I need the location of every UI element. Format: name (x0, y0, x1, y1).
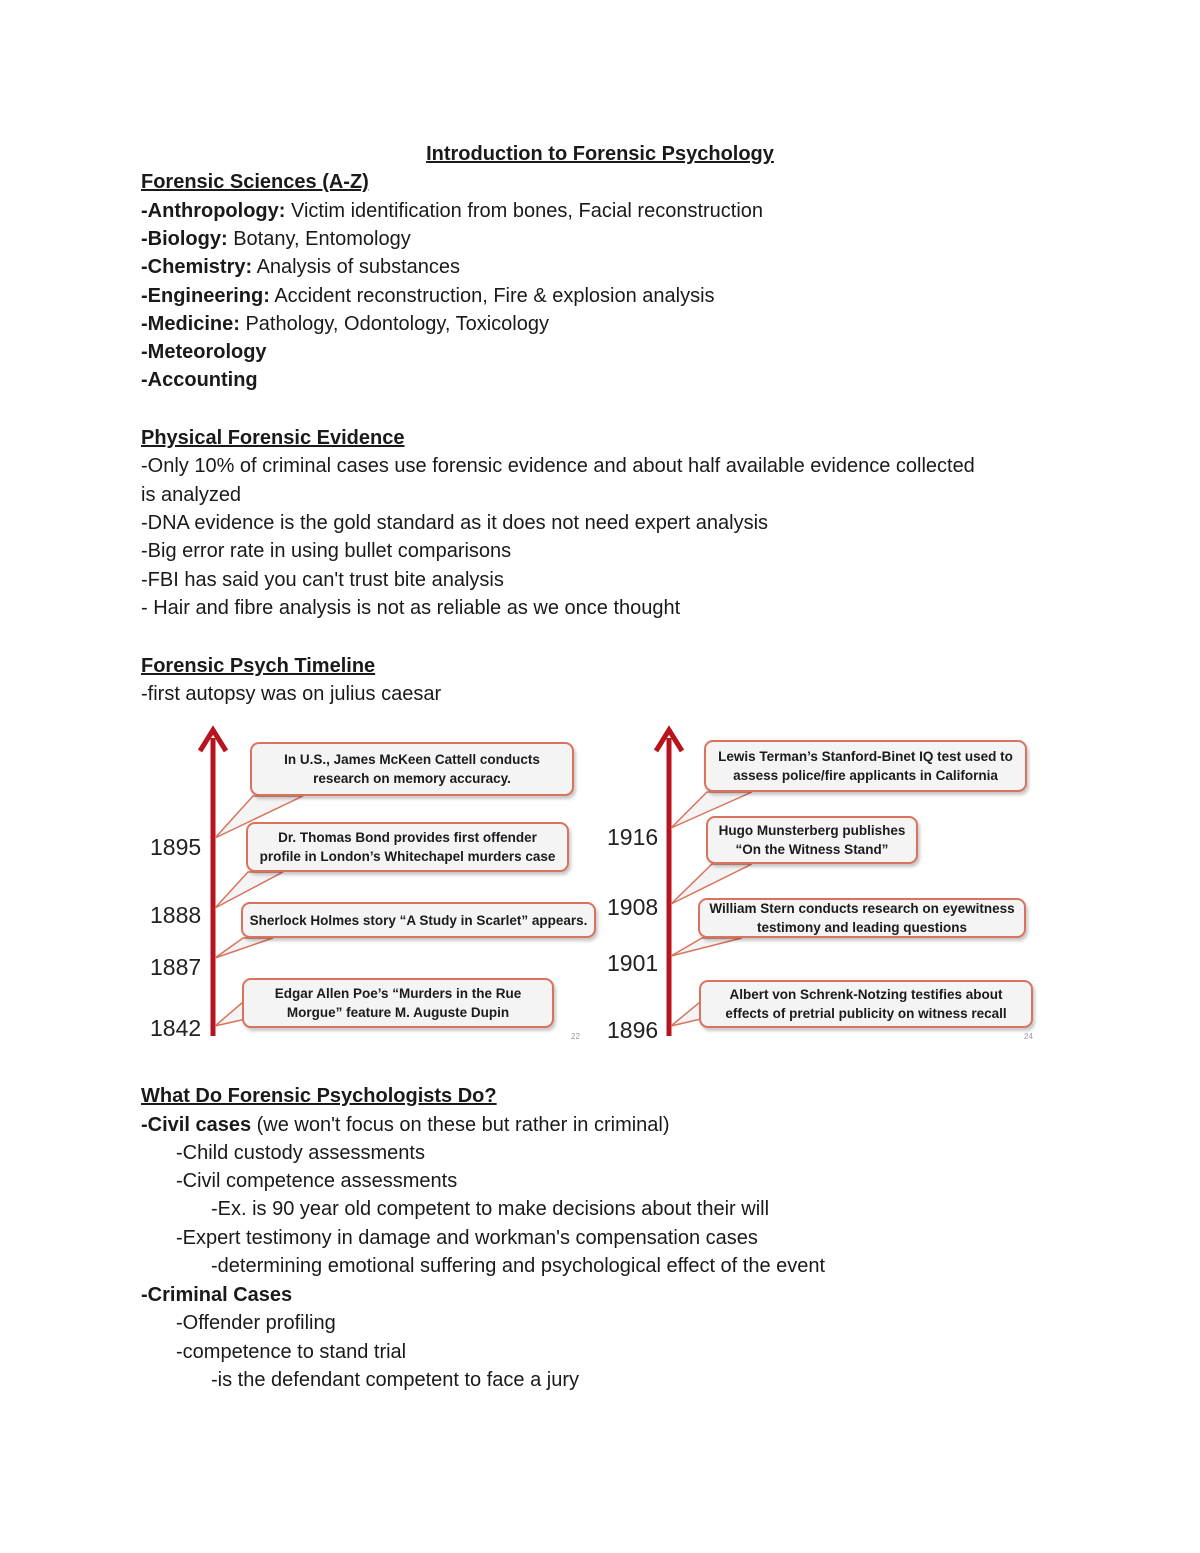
event-line: Albert von Schrenk-Notzing testifies about (729, 987, 1003, 1002)
science-term: -Anthropology: (141, 200, 286, 222)
timeline-year: 1908 (607, 894, 659, 920)
event-line: In U.S., James McKeen Cattell conducts (284, 752, 540, 767)
evidence-line: - Hair and fibre analysis is not as reliable as we once thought (141, 597, 681, 619)
role-item: -competence to stand trial (176, 1341, 407, 1363)
event-line: Lewis Terman’s Stanford-Binet IQ test used to (718, 749, 1013, 764)
science-item (141, 282, 715, 310)
page-title: Introduction to Forensic Psychology (426, 143, 774, 165)
timeline-note: -first autopsy was on julius caesar (141, 683, 442, 705)
role-subitem: -is the defendant competent to face a jury (211, 1369, 579, 1391)
section-heading-roles: What Do Forensic Psychologists Do? (141, 1085, 497, 1107)
role-item: -Child custody assessments (176, 1142, 425, 1164)
science-desc: Pathology, Odontology, Toxicology (239, 313, 549, 335)
slide-number: 24 (1024, 1032, 1033, 1041)
event-line: Dr. Thomas Bond provides first offender (278, 830, 537, 845)
evidence-line: is analyzed (141, 484, 242, 506)
slide-number: 22 (571, 1032, 580, 1041)
timeline-figure-right (602, 718, 1042, 1048)
event-line: Morgue” feature M. Auguste Dupin (286, 1005, 510, 1020)
event-line: profile in London’s Whitechapel murders case (259, 849, 556, 864)
science-desc: Victim identification from bones, Facial reconstruction (285, 200, 764, 222)
science-term: -Biology: (141, 228, 228, 250)
role-subitem: -determining emotional suffering and psychological effect of the event (211, 1255, 826, 1277)
science-term: -Engineering: (141, 285, 270, 307)
science-item (141, 253, 460, 281)
timeline-event-callout (246, 822, 569, 872)
role-category: -Criminal Cases (141, 1284, 293, 1306)
event-line: Edgar Allen Poe’s “Murders in the Rue (274, 986, 522, 1001)
science-item (141, 197, 763, 225)
science-desc: Botany, Entomology (227, 228, 411, 250)
science-term: -Meteorology (141, 341, 267, 363)
role-item: -Offender profiling (176, 1312, 336, 1334)
science-item (141, 366, 258, 394)
timeline-year: 1895 (150, 834, 202, 860)
timeline-year: 1901 (607, 950, 659, 976)
timeline-event-callout (250, 742, 574, 796)
timeline-year: 1842 (150, 1015, 202, 1041)
timeline-year: 1896 (607, 1017, 659, 1043)
timeline-figure-left (143, 718, 588, 1048)
timeline-event-callout (242, 978, 554, 1028)
event-line: William Stern conducts research on eyewitness (709, 901, 1015, 916)
section-heading-sciences: Forensic Sciences (A-Z) (141, 171, 369, 193)
timeline-year: 1888 (150, 902, 202, 928)
science-item (141, 225, 411, 253)
event-line: assess police/fire applicants in California (733, 768, 998, 783)
role-item: -Expert testimony in damage and workman's compensation cases (176, 1227, 758, 1249)
timeline-year: 1916 (607, 824, 659, 850)
evidence-line: -FBI has said you can't trust bite analysis (141, 569, 504, 591)
event-line: Hugo Munsterberg publishes (718, 823, 906, 838)
role-subitem: -Ex. is 90 year old competent to make decisions about their will (211, 1198, 770, 1220)
timeline-event-callout (704, 740, 1027, 792)
section-heading-evidence: Physical Forensic Evidence (141, 427, 405, 449)
timeline-year: 1887 (150, 954, 202, 980)
evidence-line: -DNA evidence is the gold standard as it does not need expert analysis (141, 512, 769, 534)
science-item (141, 338, 267, 366)
timeline-event-callout (241, 902, 596, 938)
role-term: -Civil cases (141, 1114, 252, 1136)
science-term: -Chemistry: (141, 256, 253, 278)
role-item: -Civil competence assessments (176, 1170, 458, 1192)
science-item (141, 310, 549, 338)
event-line: research on memory accuracy. (313, 771, 511, 786)
science-desc: Accident reconstruction, Fire & explosion analysis (269, 285, 715, 307)
section-heading-timeline: Forensic Psych Timeline (141, 655, 376, 677)
event-line: effects of pretrial publicity on witness recall (725, 1006, 1007, 1021)
role-category (141, 1111, 670, 1139)
timeline-event-callout (706, 816, 918, 864)
science-desc: Analysis of substances (252, 256, 461, 278)
event-line: Sherlock Holmes story “A Study in Scarlet” appears. (249, 912, 588, 928)
timeline-event-callout (699, 980, 1033, 1028)
science-term: -Medicine: (141, 313, 240, 335)
role-desc: (we won't focus on these but rather in criminal) (251, 1114, 670, 1136)
evidence-line: -Big error rate in using bullet comparisons (141, 540, 512, 562)
timeline-event-callout (698, 898, 1026, 938)
evidence-line: -Only 10% of criminal cases use forensic evidence and about half available evidence collected (141, 455, 975, 477)
event-line: testimony and leading questions (756, 920, 967, 935)
event-line: “On the Witness Stand” (735, 842, 889, 857)
science-term: -Accounting (141, 369, 258, 391)
